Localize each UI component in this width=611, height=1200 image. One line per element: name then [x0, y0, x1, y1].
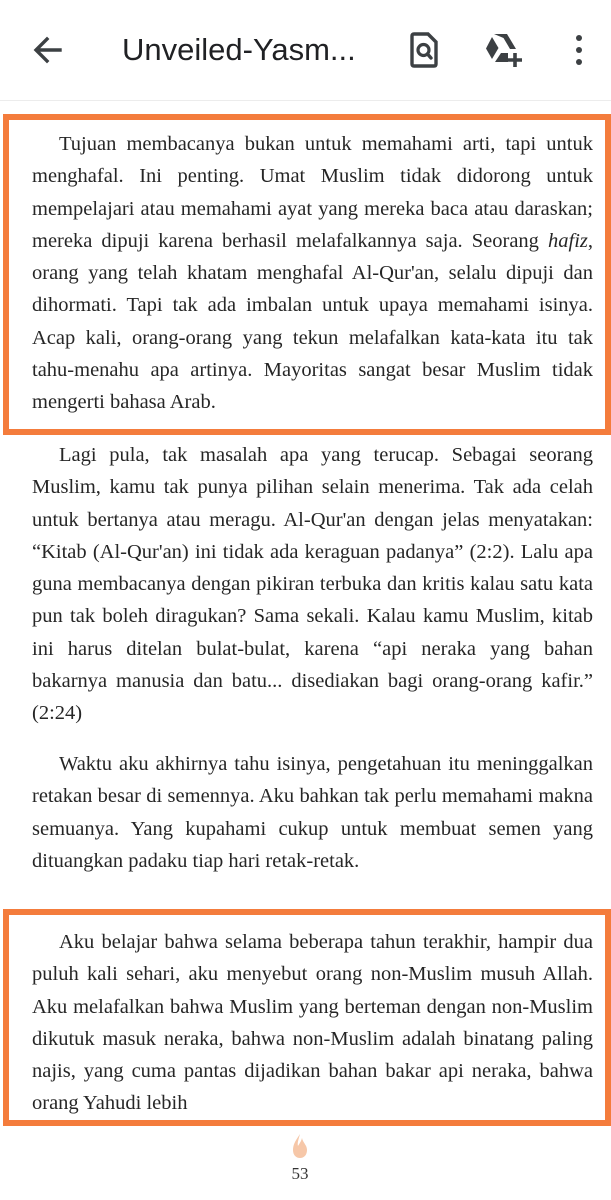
add-to-drive-button[interactable]	[480, 26, 528, 74]
search-document-icon	[408, 31, 440, 69]
emphasis-term: hafiz	[548, 229, 588, 252]
more-vert-icon	[573, 34, 585, 66]
app-bar	[0, 0, 611, 101]
add-to-drive-icon	[483, 31, 525, 69]
more-options-button[interactable]	[555, 26, 603, 74]
paragraph: Aku belajar bahwa selama beberapa tahun terakhir, hampir dua puluh kali sehari, aku menyebut orang non-Muslim musuh Allah. Aku melafalkan bahwa Muslim yang berteman dengan non-Muslim dikutuk masuk neraka, bahwa non-Muslim adalah binatang paling najis, yang cuma pantas dijadikan bahan bakar api neraka, bahwa orang Yahudi lebih	[32, 931, 593, 1115]
pdf-page[interactable]	[0, 101, 611, 1200]
paragraph: Tujuan membacanya bukan untuk memahami arti, tapi untuk menghafal. Ini penting. Umat Muslim tidak didorong untuk mempelajari atau memahami ayat yang mereka baca atau daraskan; mereka dipuji karena berhasil melafalkannya saja. Seorang hafiz, orang yang telah khatam menghafal Al-Qur'an, selalu dipuji dan dihormati. Tapi tak ada imbalan untuk upaya memahami isinya. Acap kali, orang-orang yang tekun melafalkan kata-kata itu tak tahu-menahu apa artinya. Mayoritas sangat besar Muslim tidak mengerti bahasa Arab.	[32, 133, 593, 414]
paragraph: Waktu aku akhirnya tahu isinya, pengetahuan itu meninggalkan retakan besar di semennya. Aku bahkan tak perlu memahami makna semuanya. Yang kupahami cukup untuk membuat semen yang dituangkan padaku tiap hari retak-retak.	[32, 753, 593, 872]
flame-ornament-icon	[289, 1132, 311, 1160]
search-in-document-button[interactable]	[400, 26, 448, 74]
document-title: Unveiled-Yasm...	[122, 32, 356, 67]
paragraph: Lagi pula, tak masalah apa yang terucap. Sebagai seorang Muslim, kamu tak punya pilihan selain menerima. Tak ada celah untuk bertanya atau meragu. Al-Qur'an dengan jelas menyatakan: “Kitab (Al-Qur'an) ini tidak ada keraguan padanya” (2:2). Lalu apa guna membacanya dengan pikiran terbuka dan kritis kalau satu kata pun tak boleh diragukan? Sama sekali. Kalau kamu Muslim, kitab ini harus ditelan bulat-bulat, karena “api neraka yang bahan bakarnya manusia dan batu... disediakan bagi orang-orang kafir.” (2:24)	[32, 444, 593, 725]
page-number: 53	[291, 1164, 309, 1183]
back-button[interactable]	[26, 28, 70, 72]
arrow-left-icon	[26, 28, 70, 72]
